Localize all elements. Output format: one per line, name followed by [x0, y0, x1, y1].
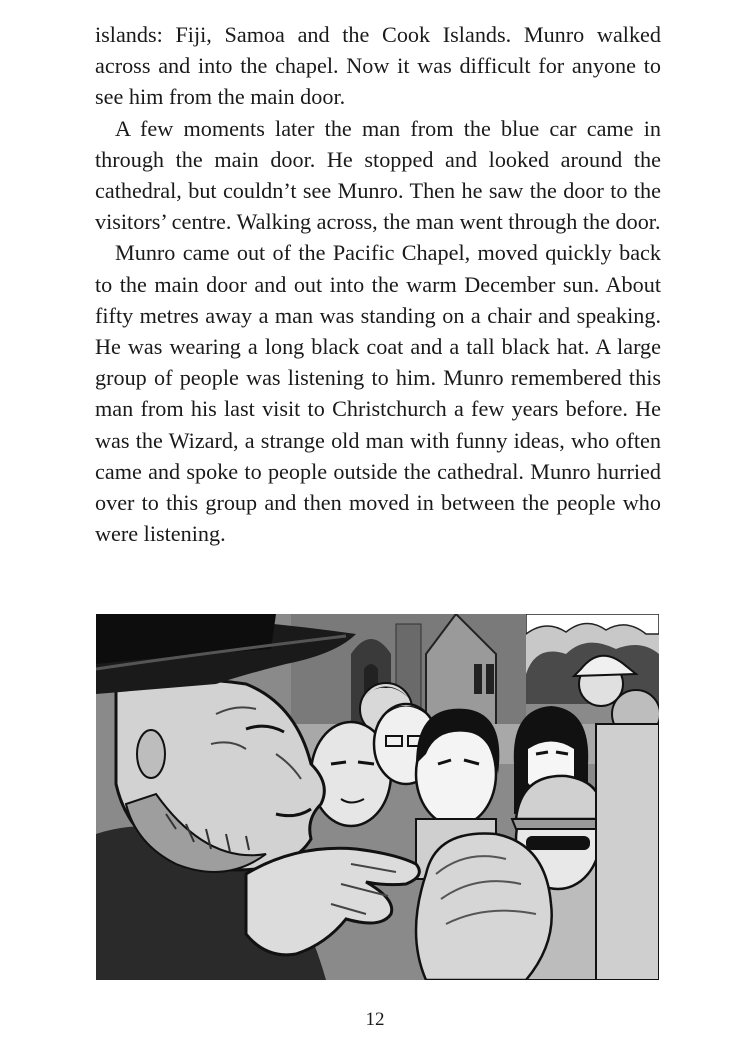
paragraph-1: islands: Fiji, Samoa and the Cook Islands. Munro walked across and into the chapel. Now it was difficult for anyone to see him from the main door. — [95, 22, 661, 110]
crowd-illustration — [96, 614, 659, 980]
page-number: 12 — [365, 1009, 385, 1030]
paragraph-3: Munro came out of the Pacific Chapel, moved quickly back to the main door and out into the warm December sun. About fifty metres away a man was standing on a chair and speaking. He was wearing a long black coat and a tall black hat. A large group of people was listening to him. Munro remembered this man from his last visit to Christchurch a few years before. He was the Wizard, a strange old man with funny ideas, who often came and spoke to people outside the cathedral. Munro hurried over to this group and then moved in between the people who were listening. — [95, 240, 661, 547]
body-text — [95, 19, 661, 549]
paragraph-2: A few moments later the man from the blue car came in through the main door. He stopped and looked around the cathedral, but couldn’t see Munro. Then he saw the door to the visitors’ centre. Walking across, the man went through the door. — [95, 115, 661, 235]
